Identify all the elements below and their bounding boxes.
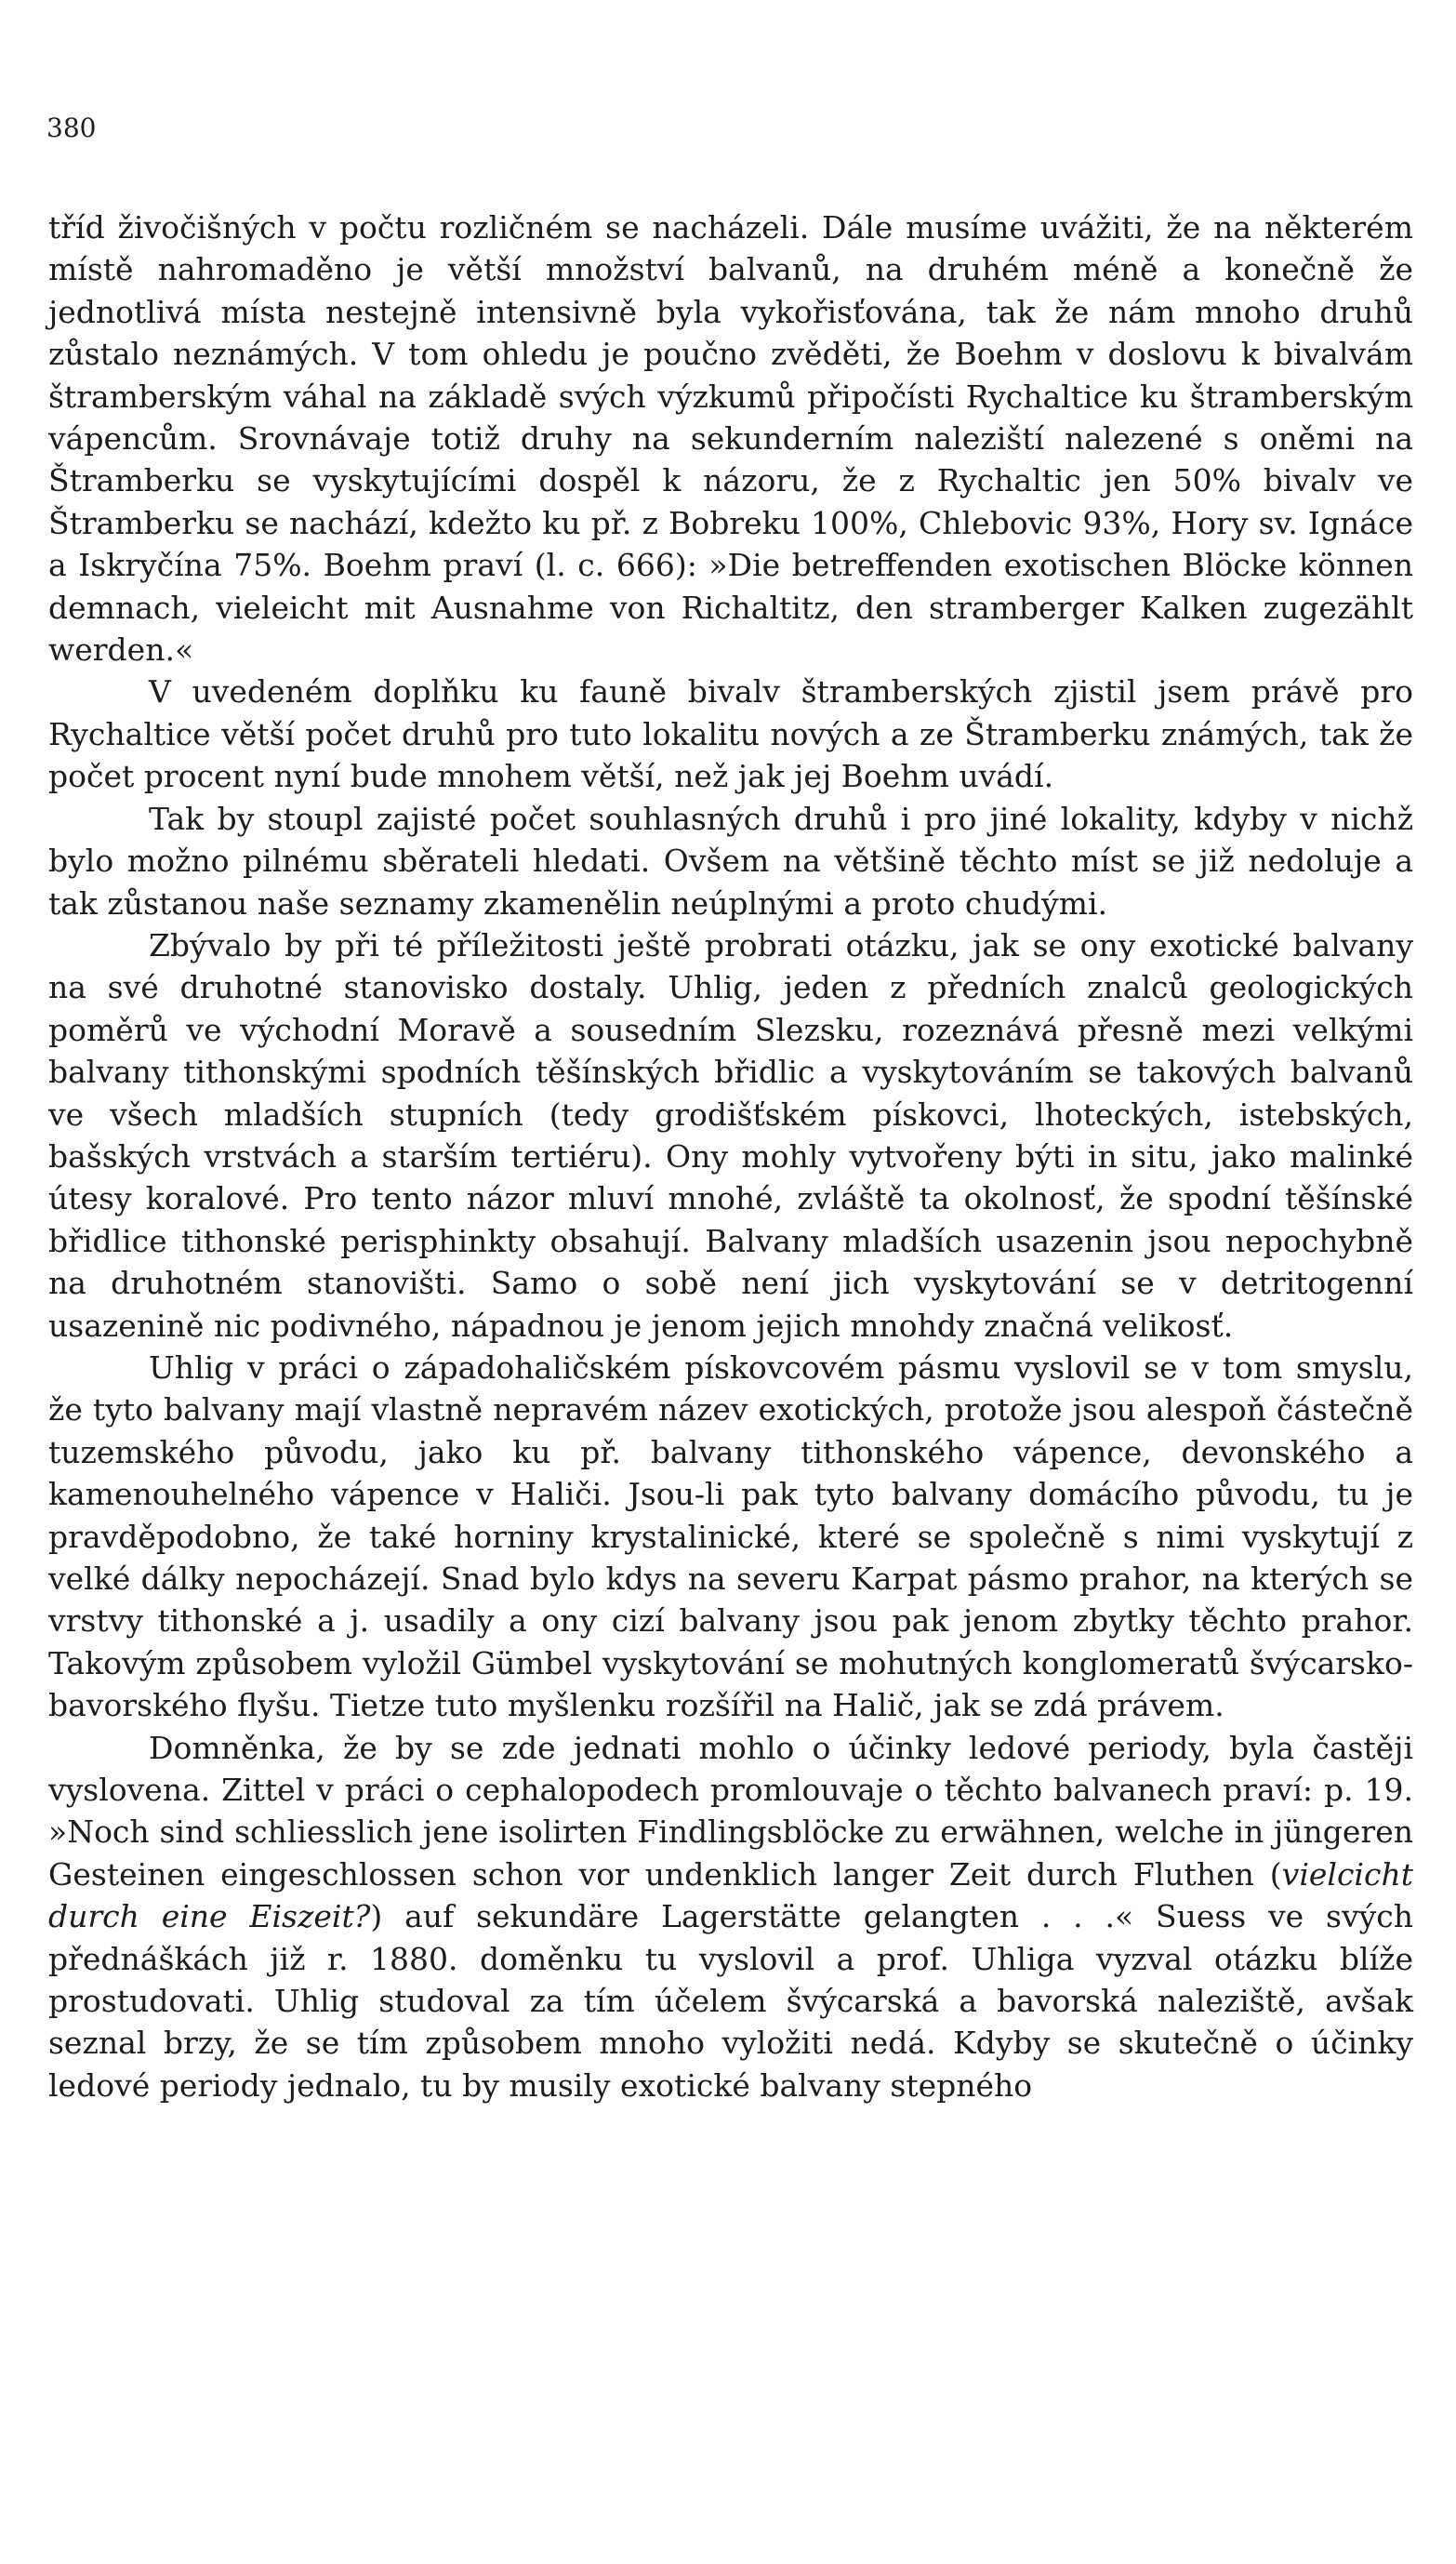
italic-phrase: vielcicht durch eine Eiszeit?	[48, 1855, 1413, 1935]
paragraph	[48, 924, 1413, 1347]
paragraph-text: Uhlig v práci o západohaličském pískovcovém pásmu vyslovil se v tom smyslu, že tyto balvany mají vlastně nepravém název exotických, protože jsou alespoň částečně tuzemského původu, jako ku př. balvany tithonského vápence, devonského a kamenouhelného vápence v Haliči. Jsou-li pak tyto balvany domácího původu, tu je pravděpodobno, že také horniny krystalinické, které se společně s nimi vyskytují z velké dálky nepocházejí. Snad bylo kdys na severu Karpat pásmo prahor, na kterých se vrstvy tithonské a j. usadily a ony cizí balvany jsou pak jenom zbytky těchto prahor. Takovým způsobem vyložil Gümbel vyskytování se mohutných konglomeratů švýcarsko-bavorského flyšu. Tietze tuto myšlenku rozšířil na Halič, jak se zdá právem.	[48, 1348, 1413, 1724]
paragraph-text: tříd živočišných v počtu rozličném se nacházeli. Dále musíme uvážiti, že na některém místě nahromaděno je větší množství balvanů, na druhém méně a konečně že jednotlivá místa nestejně intensivně byla vykořisťována, tak že nám mnoho druhů zůstalo neznámých. V tom ohledu je poučno zvěděti, že Boehm v doslovu k bivalvám štramberským váhal na základě svých výzkumů připočísti Rychaltice ku štramberským vápencům. Srovnávaje totiž druhy na sekunderním naleziští nalezené s oněmi na Štramberku se vyskytujícími dospěl k názoru, že z Rychaltic jen 50% bivalv ve Štramberku se nachází, kdežto ku př. z Bobreku 100%, Chlebovic 93%, Hory sv. Ignáce a Iskryčína 75%. Boehm praví (l. c. 666): »Die betreffenden exotischen Blöcke können demnach, vieleicht mit Ausnahme von Richaltitz, den stramberger Kalken zugezählt werden.«	[48, 209, 1413, 669]
paragraph-text: Tak by stoupl zajisté počet souhlasných druhů i pro jiné lokality, kdyby v nichž bylo možno pilnému sběrateli hledati. Ovšem na většině těchto míst se již nedoluje a tak zůstanou naše seznamy zkamenělin neúplnými a proto chudými.	[48, 800, 1413, 922]
paragraph-text: Zbývalo by při té příležitosti ještě probrati otázku, jak se ony exotické balvany na své druhotné stanovisko dostaly. Uhlig, jeden z předních znalců geologických poměrů ve východní Moravě a sousedním Slezsku, rozeznává přesně mezi velkými balvany tithonskými spodních těšínských břidlic a vyskytováním se takových balvanů ve všech mladších stupních (tedy grodišťském pískovci, lhoteckých, istebských, bašských vrstvách a starším tertiéru). Ony mohly vytvořeny býti in situ, jako malinké útesy koralové. Pro tento názor mluví mnohé, zvláště ta okolnosť, že spodní těšínské břidlice tithonské perisphinkty obsahují. Balvany mladších usazenin jsou nepochybně na druhotném stanovišti. Samo o sobě není jich vyskytování se v detritogenní usazenině nic podivného, nápadnou je jenom jejich mnohdy značná velikosť.	[48, 926, 1413, 1344]
paragraph	[48, 798, 1413, 924]
body-text	[48, 206, 1413, 2106]
paragraph	[48, 671, 1413, 797]
paragraph	[48, 1727, 1413, 2107]
paragraph-text: Domněnka, že by se zde jednati mohlo o účinky ledové periody, byla častěji vyslovena. Zittel v práci o cephalopodech promlouvaje o těchto balvanech praví: p. 19. »Noch sind schliesslich jene isolirten Findlingsblöcke zu erwähnen, welche in jüngeren Gesteinen eingeschlossen schon vor undenklich langer Zeit durch Fluthen (	[48, 1729, 1413, 1893]
paragraph	[48, 1347, 1413, 1727]
paragraph	[48, 206, 1413, 671]
paragraph-text: ) auf sekundäre Lagerstätte gelangten . . .« Suess ve svých přednáškách již r. 1880. doměnku tu vyslovil a prof. Uhliga vyzval otázku blíže prostudovati. Uhlig studoval za tím účelem švýcarská a bavorská naleziště, avšak seznal brzy, že se tím způsobem mnoho vyložiti nedá. Kdyby se skutečně o účinky ledové periody jednalo, tu by musily exotické balvany stepného	[48, 1898, 1413, 2104]
page-number: 380	[46, 113, 97, 143]
paragraph-text: V uvedeném doplňku ku fauně bivalv štramberských zjistil jsem právě pro Rychaltice větší počet druhů pro tuto lokalitu nových a ze Štramberku známých, tak že počet procent nyní bude mnohem větší, než jak jej Boehm uvádí.	[48, 673, 1413, 795]
